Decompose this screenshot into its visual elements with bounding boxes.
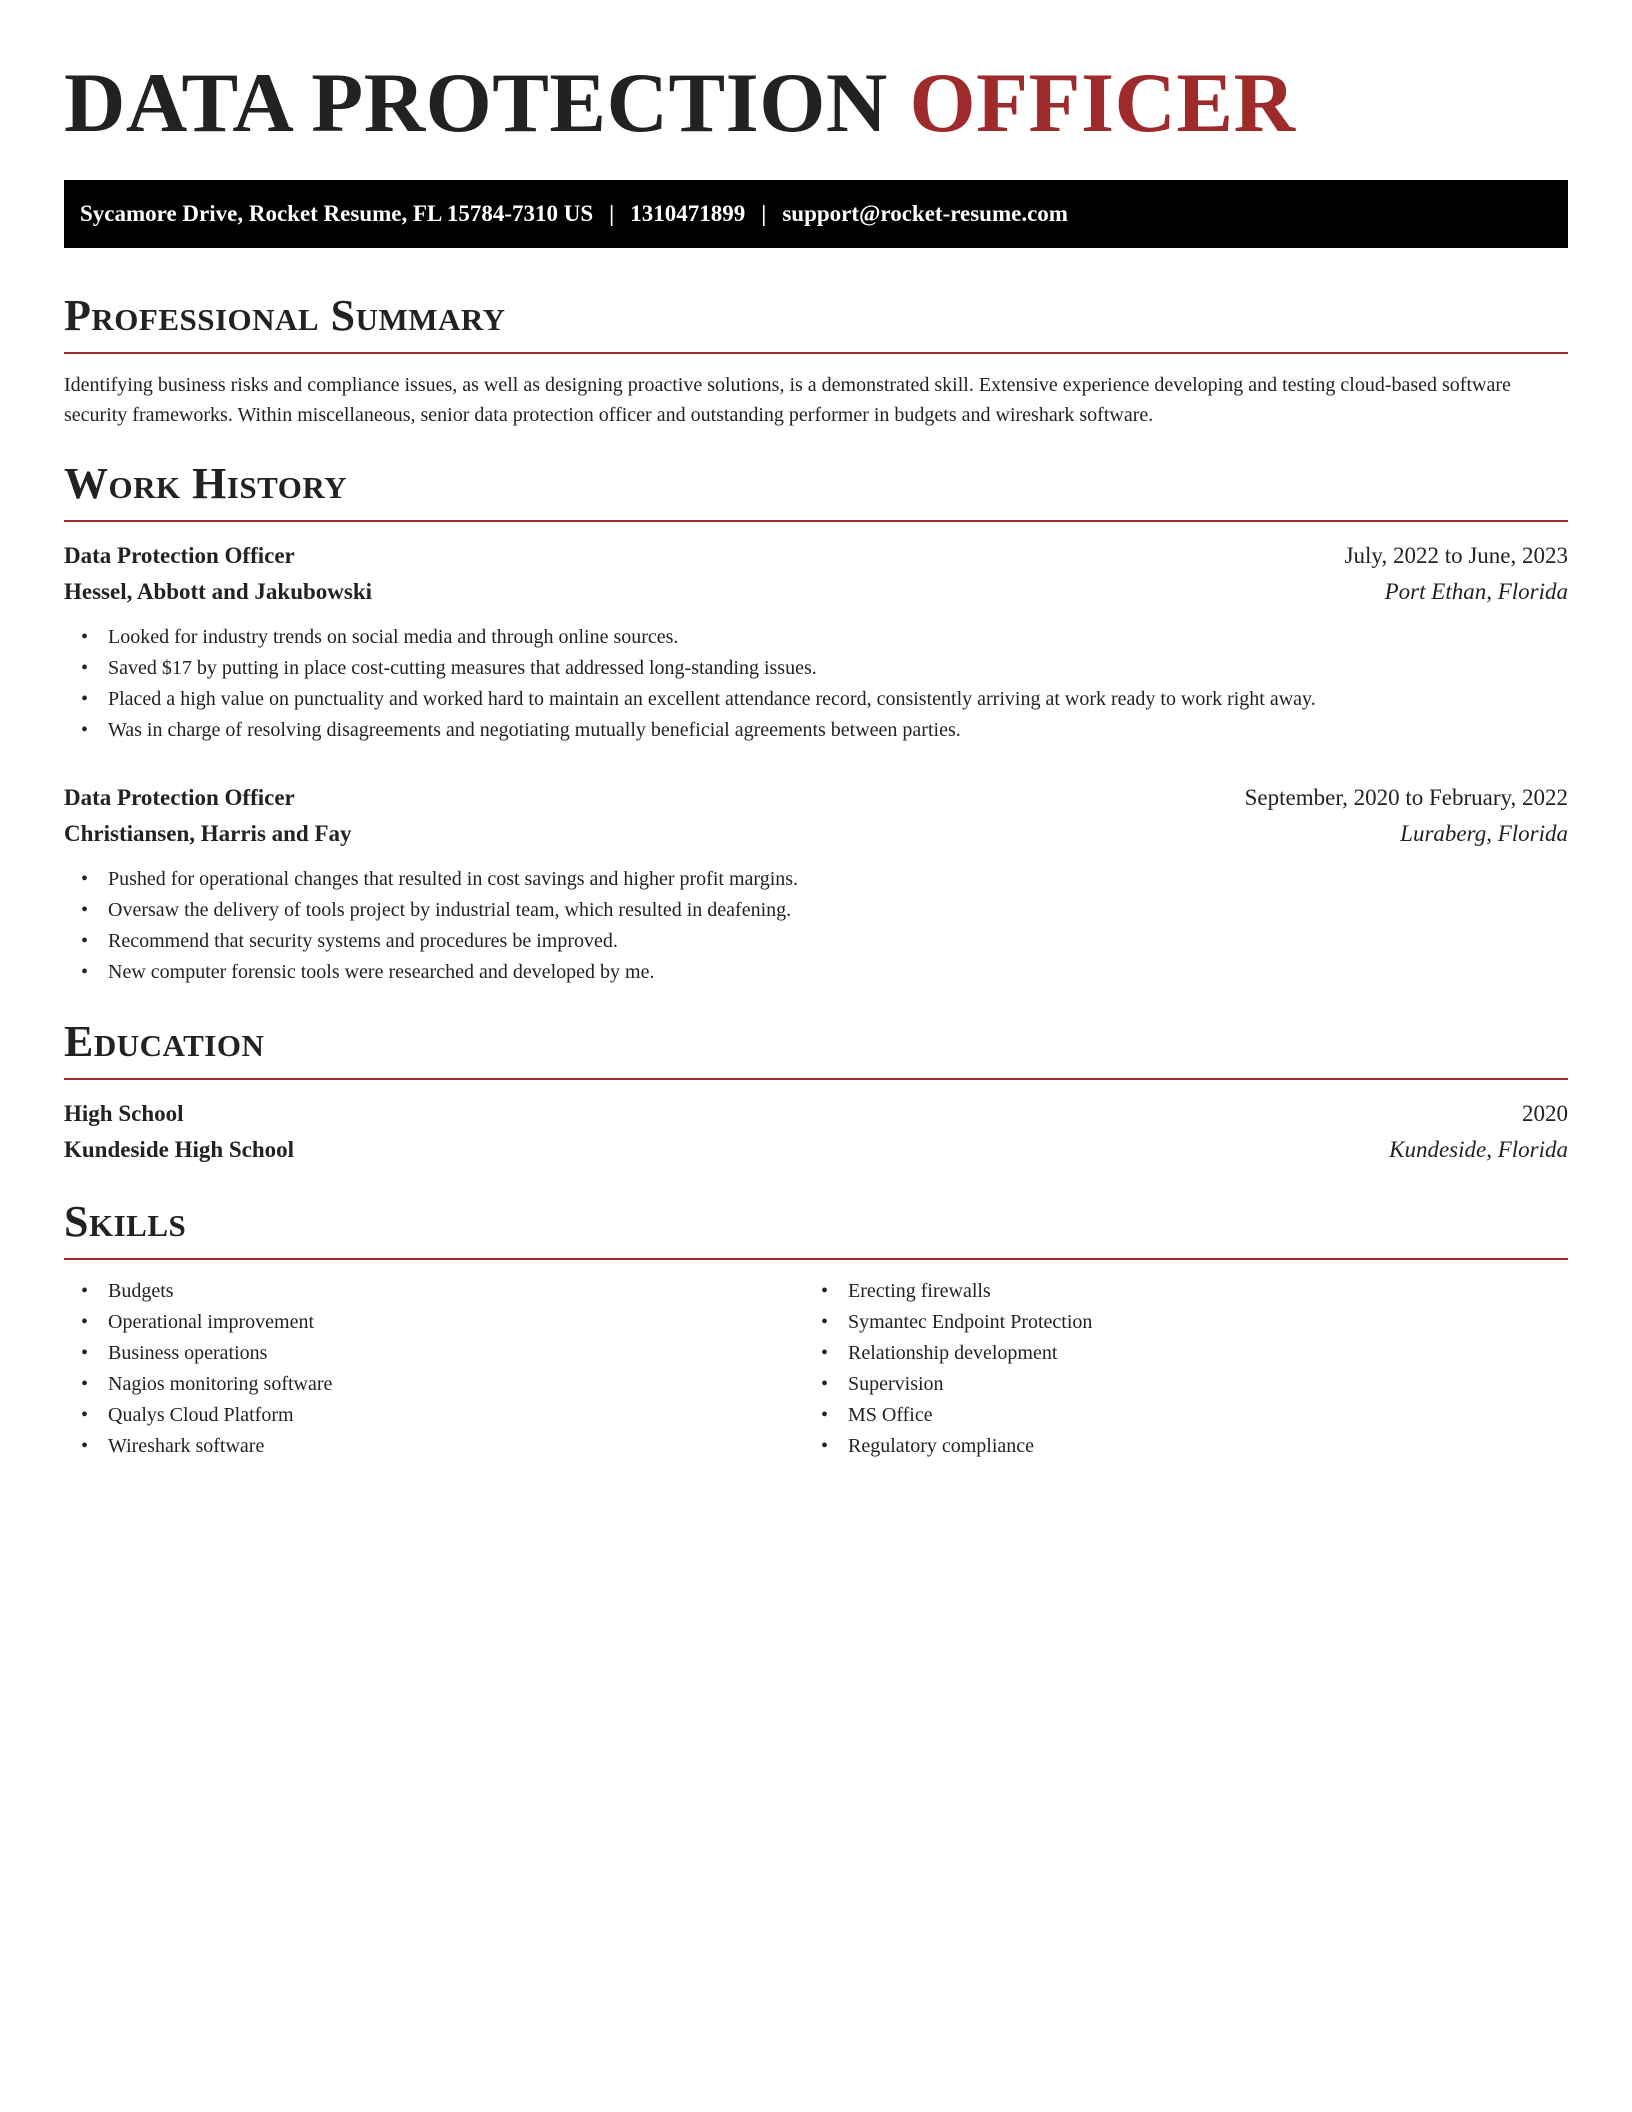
contact-separator: | xyxy=(609,201,615,226)
job-entry xyxy=(64,780,1568,988)
section-divider xyxy=(64,1078,1568,1080)
contact-address: Sycamore Drive, Rocket Resume, FL 15784-7310 US xyxy=(80,201,594,226)
skills-column-right xyxy=(804,1276,1544,1462)
education-degree-row xyxy=(64,1096,1568,1132)
work-history-heading: Work History xyxy=(64,459,348,508)
section-divider xyxy=(64,520,1568,522)
job-bullet: • Pushed for operational changes that resulted in cost savings and higher profit margins. xyxy=(108,864,1568,895)
skill-item: • Business operations xyxy=(108,1338,804,1369)
job-company-row xyxy=(64,816,1568,852)
job-bullets xyxy=(64,622,1568,746)
summary-heading: Professional Summary xyxy=(64,291,506,340)
skill-item: • Symantec Endpoint Protection xyxy=(848,1307,1544,1338)
resume-title xyxy=(64,48,1568,158)
contact-email[interactable]: support@rocket-resume.com xyxy=(782,201,1068,226)
section-divider xyxy=(64,352,1568,354)
skills-section xyxy=(64,1196,1568,1462)
education-heading: Education xyxy=(64,1017,265,1066)
job-company: Hessel, Abbott and Jakubowski xyxy=(64,579,373,604)
title-accent: OFFICER xyxy=(909,56,1296,150)
skill-item: • Relationship development xyxy=(848,1338,1544,1369)
job-bullet: • Recommend that security systems and procedures be improved. xyxy=(108,926,1568,957)
skills-grid xyxy=(64,1276,1568,1462)
education-degree: High School xyxy=(64,1101,184,1126)
summary-section xyxy=(64,290,1568,430)
job-company-row xyxy=(64,574,1568,610)
work-history-section xyxy=(64,458,1568,988)
job-dates: September, 2020 to February, 2022 xyxy=(1244,785,1568,810)
skill-item: • Supervision xyxy=(848,1369,1544,1400)
section-divider xyxy=(64,1258,1568,1260)
job-entry xyxy=(64,538,1568,746)
skill-item: • Budgets xyxy=(108,1276,804,1307)
job-title-row xyxy=(64,780,1568,816)
education-school: Kundeside High School xyxy=(64,1137,295,1162)
job-location: Port Ethan, Florida xyxy=(1384,579,1568,604)
job-company: Christiansen, Harris and Fay xyxy=(64,821,352,846)
skills-list xyxy=(64,1276,804,1462)
job-title-row xyxy=(64,538,1568,574)
job-bullets xyxy=(64,864,1568,988)
title-main: DATA PROTECTION xyxy=(64,56,910,150)
skill-item: • MS Office xyxy=(848,1400,1544,1431)
skill-item: • Nagios monitoring software xyxy=(108,1369,804,1400)
summary-text: Identifying business risks and compliance issues, as well as designing proactive solutions, is a demonstrated skill. Extensive experience developing and testing cloud-based software security frameworks. Within miscellaneous, senior data protection officer and outstanding performer in budgets and wireshark software. xyxy=(64,374,1511,426)
skill-item: • Operational improvement xyxy=(108,1307,804,1338)
skill-item: • Erecting firewalls xyxy=(848,1276,1544,1307)
job-bullet: • Was in charge of resolving disagreements and negotiating mutually beneficial agreements between parties. xyxy=(108,715,1568,746)
job-bullet: • Looked for industry trends on social media and through online sources. xyxy=(108,622,1568,653)
job-bullet: • Saved $17 by putting in place cost-cutting measures that addressed long-standing issues. xyxy=(108,653,1568,684)
job-bullet: • Oversaw the delivery of tools project by industrial team, which resulted in deafening. xyxy=(108,895,1568,926)
skills-list xyxy=(804,1276,1544,1462)
contact-separator: | xyxy=(761,201,767,226)
skill-item: • Qualys Cloud Platform xyxy=(108,1400,804,1431)
contact-bar xyxy=(64,180,1568,248)
education-location: Kundeside, Florida xyxy=(1389,1137,1568,1162)
skills-column-left xyxy=(64,1276,804,1462)
skills-heading: Skills xyxy=(64,1197,187,1246)
job-location: Luraberg, Florida xyxy=(1400,821,1568,846)
contact-phone: 1310471899 xyxy=(630,201,746,226)
job-title: Data Protection Officer xyxy=(64,785,295,810)
skill-item: • Wireshark software xyxy=(108,1431,804,1462)
education-section xyxy=(64,1016,1568,1168)
education-school-row xyxy=(64,1132,1568,1168)
job-dates: July, 2022 to June, 2023 xyxy=(1344,543,1568,568)
skill-item: • Regulatory compliance xyxy=(848,1431,1544,1462)
job-title: Data Protection Officer xyxy=(64,543,295,568)
job-bullet: • Placed a high value on punctuality and worked hard to maintain an excellent attendance record, consistently arriving at work ready to work right away. xyxy=(108,684,1568,715)
job-bullet: • New computer forensic tools were researched and developed by me. xyxy=(108,957,1568,988)
education-year: 2020 xyxy=(1522,1101,1568,1126)
